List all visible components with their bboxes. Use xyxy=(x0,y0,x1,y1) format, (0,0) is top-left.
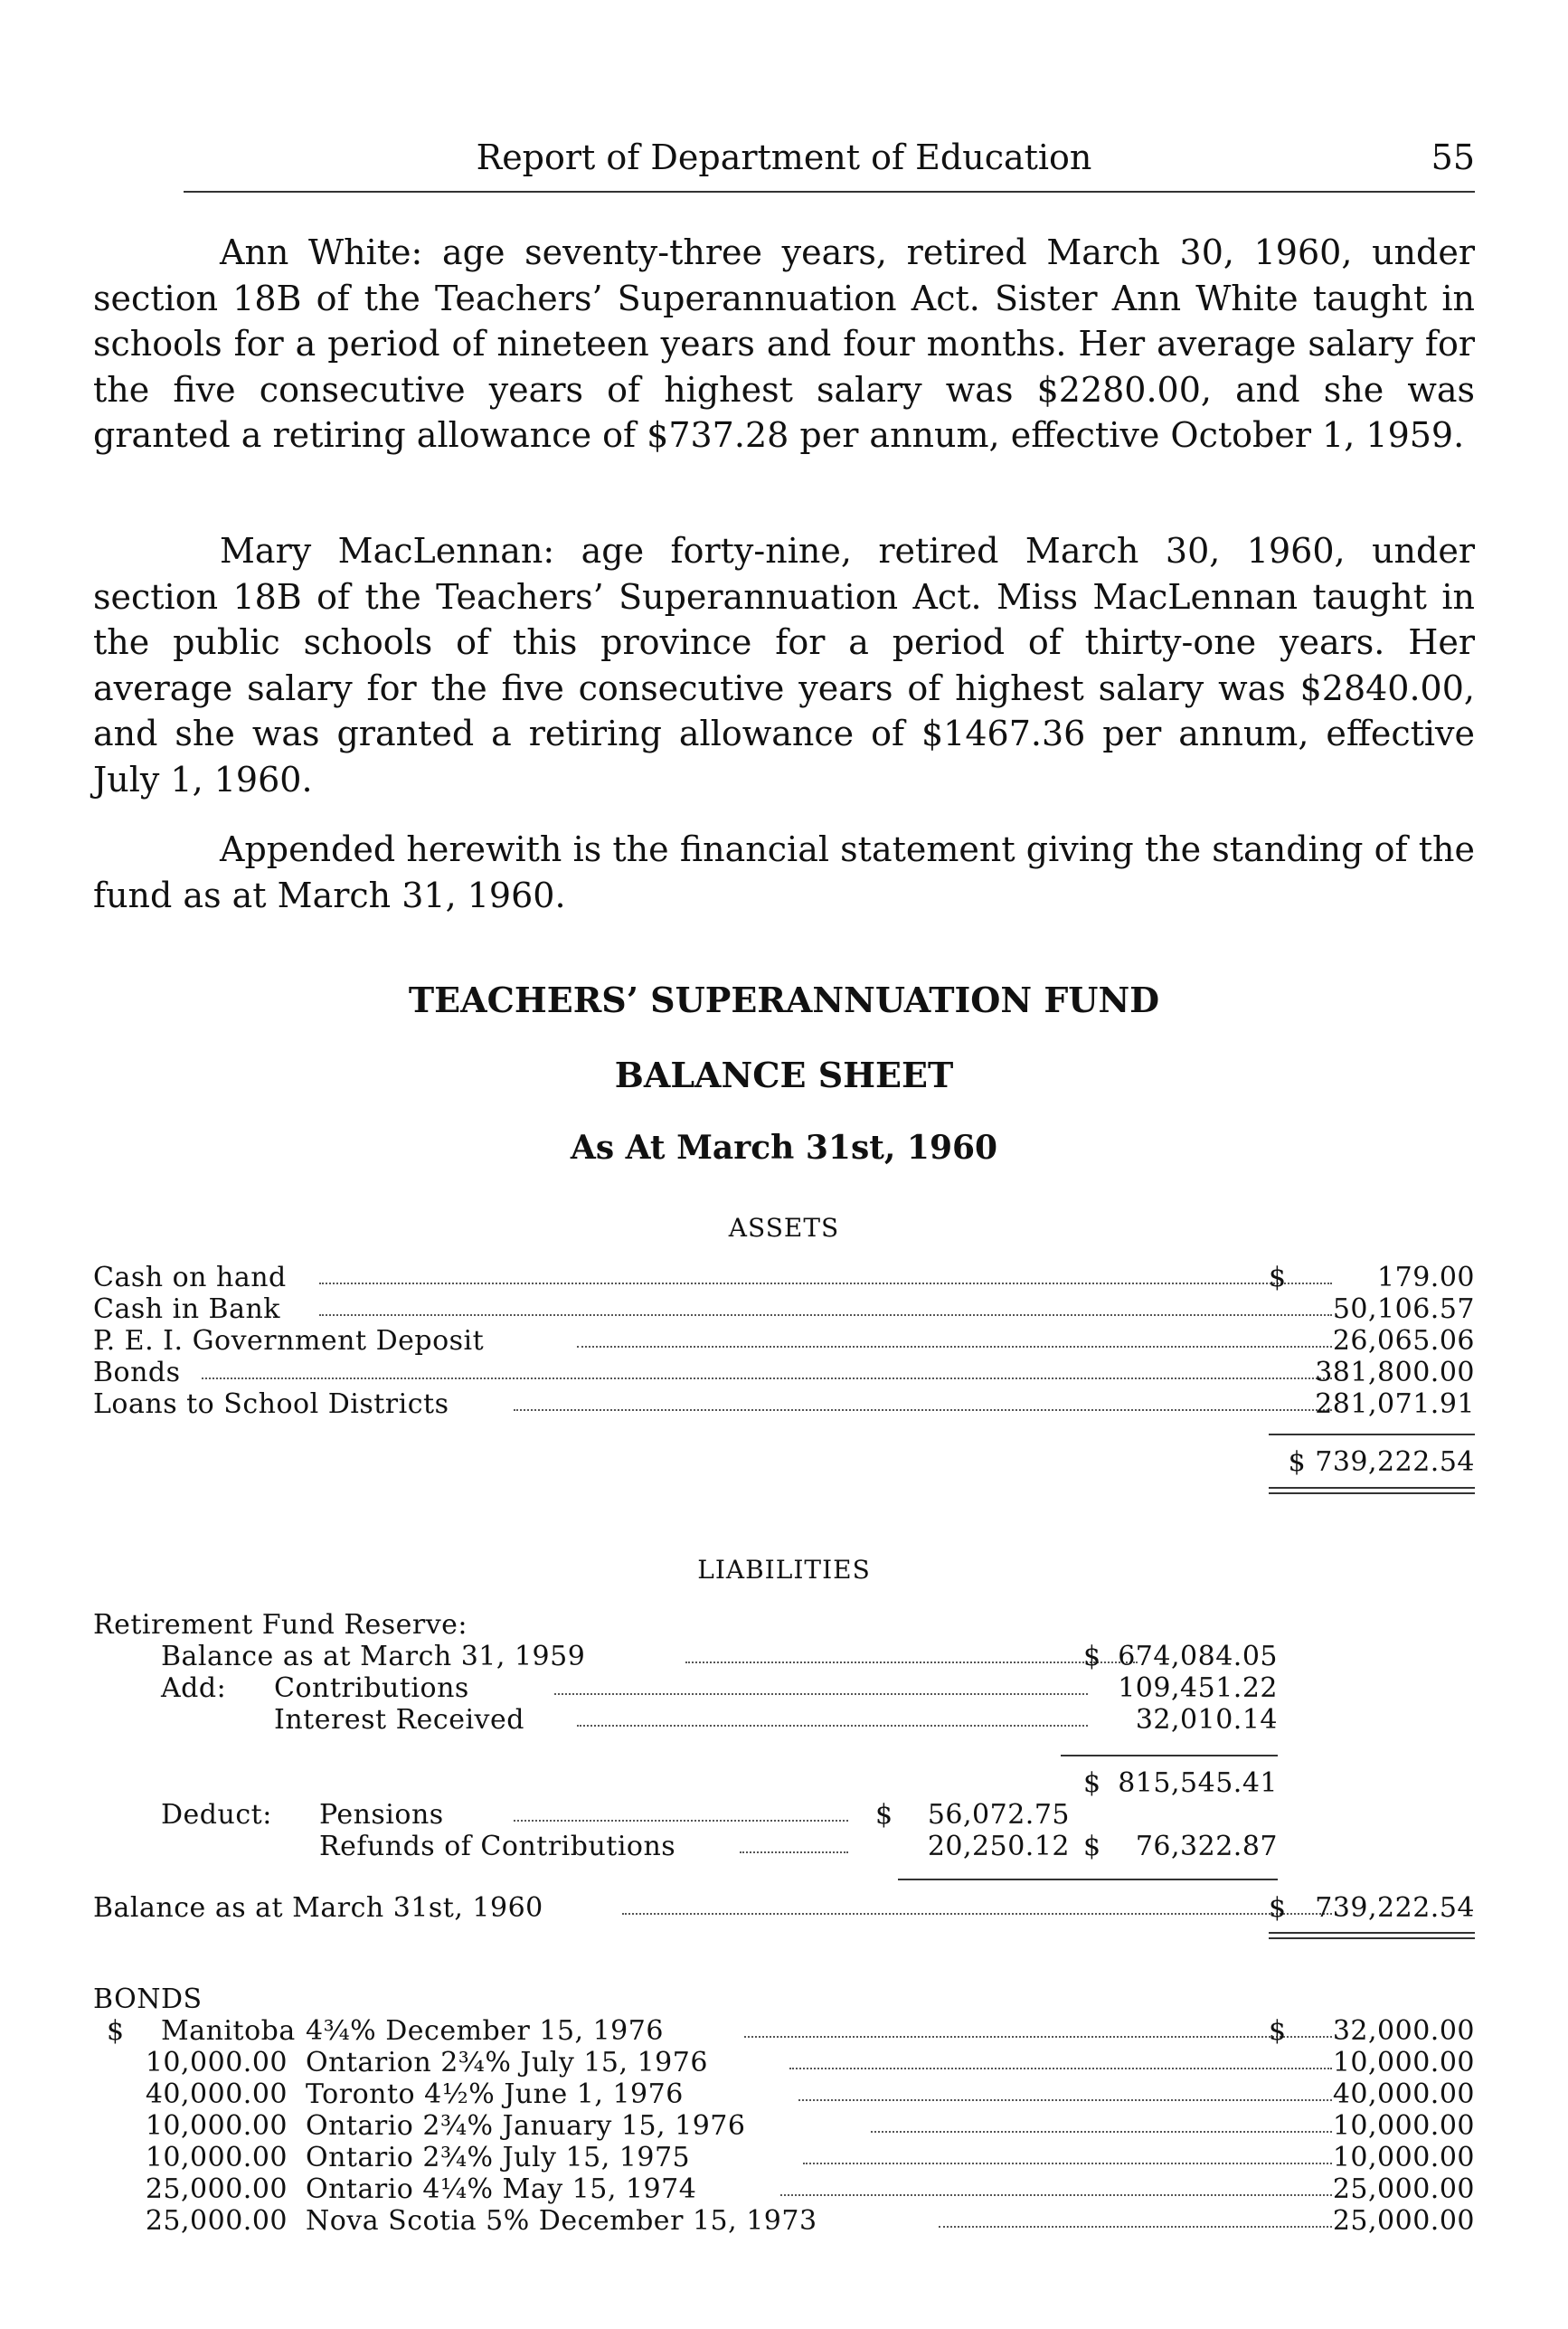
bond-description: 4¾% December 15, 1976 xyxy=(306,2015,664,2047)
dot-leader xyxy=(319,1314,1332,1316)
subtotal-amount: 815,545.41 xyxy=(1118,1767,1278,1799)
bond-row xyxy=(93,2079,1475,2110)
asset-row xyxy=(93,1358,1475,1388)
contributions-amount: 109,451.22 xyxy=(1118,1672,1278,1704)
currency-symbol: $ xyxy=(107,2015,125,2047)
bonds-heading-row xyxy=(93,1984,1475,2015)
currency-symbol: $ xyxy=(1269,1262,1287,1293)
currency-symbol: $ xyxy=(1083,1767,1101,1799)
dot-leader xyxy=(514,1820,848,1822)
bond-row xyxy=(93,2206,1475,2237)
dot-leader xyxy=(554,1693,1088,1695)
subtotal-row xyxy=(93,1768,1475,1799)
reserve-row xyxy=(93,1610,1475,1641)
bond-amount: 10,000.00 xyxy=(1332,2110,1475,2142)
statement-title: TEACHERS’ SUPERANNUATION FUND xyxy=(408,980,1160,1020)
currency-symbol: $ xyxy=(1269,2015,1287,2047)
deduct-rule xyxy=(898,1879,1070,1880)
asset-label: P. E. I. Government Deposit xyxy=(93,1325,485,1357)
dot-leader xyxy=(577,1725,1088,1727)
deduct-label: Deduct: xyxy=(161,1799,272,1831)
running-title: Report of Department of Education xyxy=(476,137,1092,177)
add-label: Add: xyxy=(161,1672,227,1704)
bond-description: Ontarion 2¾% July 15, 1976 xyxy=(306,2047,708,2078)
dot-leader xyxy=(577,1346,1332,1348)
bond-face: 25,000.00 xyxy=(145,2173,288,2205)
contributions-label: Contributions xyxy=(274,1672,469,1704)
statement-subtitle: BALANCE SHEET xyxy=(614,1055,954,1095)
asset-row xyxy=(93,1389,1475,1420)
asset-label: Bonds xyxy=(93,1357,181,1388)
asset-amount: 50,106.57 xyxy=(1332,1293,1475,1325)
double-rule xyxy=(1269,1487,1475,1494)
pensions-label: Pensions xyxy=(319,1799,444,1831)
balance-1959-amount: 674,084.05 xyxy=(1118,1641,1278,1672)
bond-row xyxy=(93,2143,1475,2173)
bond-face: 10,000.00 xyxy=(145,2047,288,2078)
pensions-amount: 56,072.75 xyxy=(927,1799,1070,1831)
balance-1959-row xyxy=(93,1642,1475,1672)
page-number: 55 xyxy=(1431,137,1475,177)
refunds-amount: 20,250.12 xyxy=(927,1831,1070,1862)
asset-row xyxy=(93,1326,1475,1357)
dot-leader xyxy=(740,1851,848,1853)
bond-amount: 40,000.00 xyxy=(1332,2078,1475,2110)
asset-amount: 26,065.06 xyxy=(1332,1325,1475,1357)
bond-face: 10,000.00 xyxy=(145,2142,288,2173)
final-balance-row xyxy=(93,1893,1475,1924)
dot-leader xyxy=(871,2131,1332,2133)
dot-leader xyxy=(622,1913,1332,1915)
bond-description: Ontario 4¼% May 15, 1974 xyxy=(306,2173,697,2205)
bond-description: Toronto 4½% June 1, 1976 xyxy=(306,2078,684,2110)
deductions-total-amount: 76,322.87 xyxy=(1135,1831,1278,1862)
currency-symbol: $ xyxy=(1269,1892,1287,1924)
statement-date: As At March 31st, 1960 xyxy=(570,1129,998,1167)
currency-symbol: $ xyxy=(1083,1641,1101,1672)
subtotal-rule xyxy=(1061,1755,1278,1756)
final-balance-amount: 739,222.54 xyxy=(1315,1892,1475,1924)
dot-leader xyxy=(685,1662,1138,1663)
bond-amount: 25,000.00 xyxy=(1332,2173,1475,2205)
bond-description: Nova Scotia 5% December 15, 1973 xyxy=(306,2205,817,2237)
bond-face: 10,000.00 xyxy=(145,2110,288,2142)
assets-total: $ 739,222.54 xyxy=(1288,1446,1475,1478)
deduct-rule xyxy=(1061,1879,1278,1880)
dot-leader xyxy=(202,1378,1332,1379)
bond-row xyxy=(93,2111,1475,2142)
bond-row xyxy=(93,2048,1475,2078)
interest-amount: 32,010.14 xyxy=(1135,1704,1278,1736)
dot-leader xyxy=(514,1409,1332,1411)
bond-description: Ontario 2¾% January 15, 1976 xyxy=(306,2110,746,2142)
asset-row xyxy=(93,1294,1475,1325)
asset-row xyxy=(93,1263,1475,1293)
dot-leader xyxy=(789,2068,1332,2069)
currency-symbol: $ xyxy=(875,1799,893,1831)
liabilities-heading: LIABILITIES xyxy=(697,1555,871,1585)
bond-face: 40,000.00 xyxy=(145,2078,288,2110)
asset-amount: 381,800.00 xyxy=(1315,1357,1475,1388)
bond-amount: 10,000.00 xyxy=(1332,2047,1475,2078)
refunds-label: Refunds of Contributions xyxy=(319,1831,676,1862)
dot-leader xyxy=(803,2163,1332,2164)
bond-row xyxy=(93,2016,1475,2047)
paragraph-ann-white: Ann White: age seventy-three years, retired March 30, 1960, under section 18B of the Teachers’ Superannuation Act. Sister Ann White taught in schools for a period of nineteen years and four months. Her average salary for the five consecutive years of highest salary was $2280.00, and she was granted a retiring allowance of $737.28 per annum, effective October 1, 1959. xyxy=(93,232,1475,455)
double-rule xyxy=(1269,1932,1475,1939)
interest-row xyxy=(93,1705,1475,1736)
bond-face: 25,000.00 xyxy=(145,2205,288,2237)
contributions-row xyxy=(93,1673,1475,1704)
header-rule xyxy=(184,191,1475,193)
running-head xyxy=(93,134,1475,188)
balance-1959-label: Balance as at March 31, 1959 xyxy=(161,1641,586,1672)
bonds-heading: BONDS xyxy=(93,1983,203,2015)
dot-leader xyxy=(798,2099,1332,2101)
bond-face: Manitoba xyxy=(161,2015,296,2047)
bond-description: Ontario 2¾% July 15, 1975 xyxy=(306,2142,691,2173)
dot-leader xyxy=(744,2036,1332,2038)
total-rule xyxy=(1269,1434,1475,1435)
bond-amount: 32,000.00 xyxy=(1332,2015,1475,2047)
paragraph-mary-maclennan: Mary MacLennan: age forty-nine, retired March 30, 1960, under section 18B of the Teachers’ Superannuation Act. Miss MacLennan taught in the public schools of this province for a period of thirty-one years. Her average salary for the five consecutive years of highest salary was $2840.00, and she was granted a retiring allowance of $1467.36 per annum, effective July 1, 1960. xyxy=(93,531,1475,800)
currency-symbol: $ xyxy=(1083,1831,1101,1862)
dot-leader xyxy=(939,2226,1332,2228)
reserve-label: Retirement Fund Reserve: xyxy=(93,1609,468,1641)
asset-amount: 179.00 xyxy=(1377,1262,1475,1293)
final-balance-label: Balance as at March 31st, 1960 xyxy=(93,1892,543,1924)
bond-amount: 10,000.00 xyxy=(1332,2142,1475,2173)
asset-label: Loans to School Districts xyxy=(93,1388,449,1420)
asset-label: Cash on hand xyxy=(93,1262,287,1293)
assets-total-row xyxy=(93,1447,1475,1478)
asset-label: Cash in Bank xyxy=(93,1293,280,1325)
assets-heading: ASSETS xyxy=(728,1213,840,1243)
paragraph-appended: Appended herewith is the financial statement giving the standing of the fund as at March 31, 1960. xyxy=(93,829,1475,915)
bond-amount: 25,000.00 xyxy=(1332,2205,1475,2237)
dot-leader xyxy=(780,2194,1332,2196)
pensions-row xyxy=(93,1800,1475,1831)
dot-leader xyxy=(319,1283,1332,1284)
bond-row xyxy=(93,2174,1475,2205)
refunds-row xyxy=(93,1832,1475,1862)
asset-amount: 281,071.91 xyxy=(1315,1388,1475,1420)
interest-label: Interest Received xyxy=(274,1704,524,1736)
